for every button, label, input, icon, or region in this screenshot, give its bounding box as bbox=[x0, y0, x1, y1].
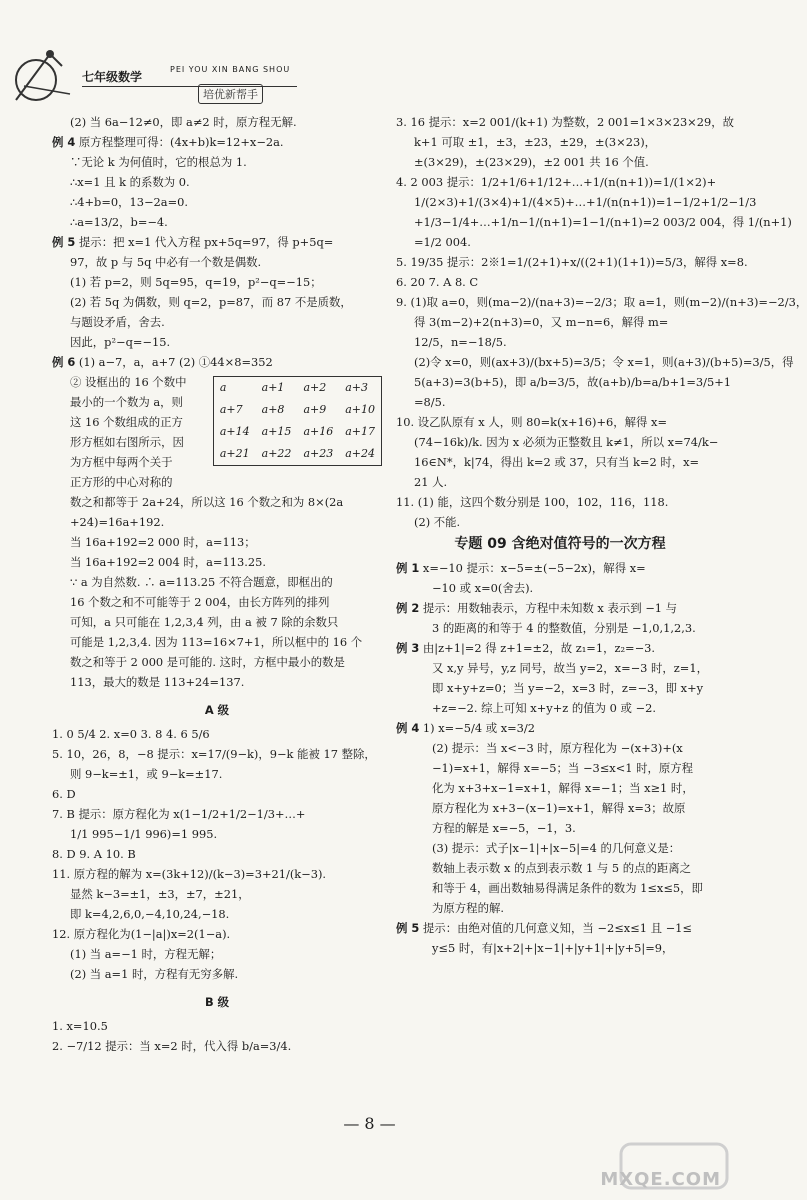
text-line bbox=[52, 844, 382, 864]
grid-cell: a+10 bbox=[345, 403, 375, 416]
example-label: 例 2 bbox=[396, 601, 420, 615]
line-text: 为方框中每两个关于 bbox=[70, 455, 173, 469]
line-text: ∴x=1 且 k 的系数为 0. bbox=[70, 175, 190, 189]
line-text: 1/(2×3)+1/(3×4)+1/(4×5)+…+1/(n(n+1))=1−1/2+1/2−1/3 bbox=[414, 195, 757, 209]
example-label: 例 6 bbox=[52, 355, 76, 369]
text-line bbox=[396, 332, 724, 352]
line-text: 可能是 1,2,3,4. 因为 113=16×7+1，所以框中的 16 个 bbox=[70, 635, 363, 649]
line-text: ∴4+b=0，13−2a=0. bbox=[70, 195, 188, 209]
text-line bbox=[396, 232, 724, 252]
brand-name: 培优新帮手 bbox=[198, 84, 263, 104]
grid-cell: a+8 bbox=[261, 403, 285, 416]
example-label: 例 3 bbox=[396, 641, 420, 655]
line-text: 显然 k−3=±1，±3，±7，±21， bbox=[70, 887, 250, 901]
line-text: 8. D 9. A 10. B bbox=[52, 847, 136, 861]
line-text: 即 k=4,2,6,0,−4,10,24,−18. bbox=[70, 907, 230, 921]
text-line bbox=[52, 492, 382, 512]
line-text: (1) a−7，a，a+7 (2) ①44×8=352 bbox=[75, 355, 273, 369]
text-line bbox=[396, 938, 724, 958]
watermark-text: MXQE.COM bbox=[600, 1169, 721, 1190]
text-line bbox=[52, 532, 382, 552]
text-line bbox=[52, 352, 382, 372]
grid-cell: a bbox=[219, 381, 227, 394]
text-line bbox=[52, 804, 382, 824]
text-line bbox=[396, 558, 724, 578]
line-text: 当 16a+192=2 004 时，a=113.25. bbox=[70, 555, 266, 569]
line-text: 因此，p²−q=−15. bbox=[70, 335, 171, 349]
line-text: +1/3−1/4+…+1/n−1/(n+1)=1−1/(n+1)=2 003/2 004，得 1/(n+1) bbox=[414, 215, 792, 229]
level-heading: B 级 bbox=[204, 995, 230, 1009]
text-line bbox=[396, 272, 724, 292]
line-text: 10. 设乙队原有 x 人，则 80=k(x+16)+6，解得 x= bbox=[396, 415, 667, 429]
grid-cell: a+9 bbox=[303, 403, 327, 416]
level-heading: A 级 bbox=[204, 703, 230, 717]
text-line bbox=[396, 132, 724, 152]
grid-cell: a+23 bbox=[303, 447, 334, 460]
line-text: 可知，a 只可能在 1,2,3,4 列，由 a 被 7 除的余数只 bbox=[70, 615, 339, 629]
text-line bbox=[396, 598, 724, 618]
line-text: k+1 可取 ±1，±3，±23，±29，±(3×23)， bbox=[414, 135, 657, 149]
text-line bbox=[52, 764, 382, 784]
line-text: (2)令 x=0，则(ax+3)/(bx+5)=3/5；令 x=1，则(a+3)/(b+5)=3/5，得 bbox=[414, 355, 794, 369]
grid-cell: a+2 bbox=[303, 381, 327, 394]
text-line bbox=[396, 292, 807, 312]
line-text: 12. 原方程化为(1−|a|)x=2(1−a). bbox=[52, 927, 231, 941]
line-text: 则 9−k=±1，或 9−k=±17. bbox=[70, 767, 223, 781]
line-text: 又 x,y 异号，y,z 同号，故当 y=2，x=−3 时，z=1， bbox=[432, 661, 708, 675]
example-label: 例 5 bbox=[396, 921, 420, 935]
line-text: 6. 20 7. A 8. C bbox=[396, 275, 479, 289]
line-text: 16∈N*，k|74，得出 k=2 或 37，只有当 k=2 时，x= bbox=[414, 455, 700, 469]
text-line bbox=[52, 672, 382, 692]
text-line bbox=[396, 472, 724, 492]
text-line bbox=[396, 152, 724, 172]
line-text: 提示：把 x=1 代入方程 px+5q=97，得 p+5q= bbox=[75, 235, 334, 249]
text-line bbox=[396, 352, 794, 372]
line-text: (1) 若 p=2，则 5q=95，q=19，p²−q=−15； bbox=[70, 275, 322, 289]
text-line bbox=[52, 744, 382, 764]
line-text: 即 x+y+z=0；当 y=−2，x=3 时，z=−3，即 x+y bbox=[432, 681, 704, 695]
text-line bbox=[396, 878, 724, 898]
line-text: 1/1 995−1/1 996)=1 995. bbox=[70, 827, 218, 841]
text-line bbox=[396, 252, 748, 272]
line-text: (2) 当 6a−12≠0，即 a≠2 时，原方程无解. bbox=[70, 115, 297, 129]
line-text: 数之和都等于 2a+24，所以这 16 个数之和为 8×(2a bbox=[70, 495, 344, 509]
text-line bbox=[396, 738, 724, 758]
text-line bbox=[52, 724, 382, 744]
line-text: 9. (1)取 a=0，则(ma−2)/(na+3)=−2/3；取 a=1，则(m−2)/(n+3)=−2/3， bbox=[396, 295, 807, 309]
line-text: 和等于 4，画出数轴易得满足条件的数为 1≤x≤5，即 bbox=[432, 881, 703, 895]
text-line bbox=[396, 432, 724, 452]
line-text: 由|z+1|=2 得 z+1=±2，故 z₁=1，z₂=−3. bbox=[419, 641, 656, 655]
text-line bbox=[396, 212, 792, 232]
line-text: 数之和等于 2 000 是可能的. 这时，方框中最小的数是 bbox=[70, 655, 345, 669]
page-header bbox=[10, 46, 310, 108]
text-line bbox=[396, 172, 724, 192]
line-text: −10 或 x=0(舍去). bbox=[432, 581, 534, 595]
line-text: 3 的距离的和等于 4 的整数值，分别是 −1,0,1,2,3. bbox=[432, 621, 696, 635]
text-line bbox=[396, 312, 724, 332]
line-text: 当 16a+192=2 000 时，a=113； bbox=[70, 535, 256, 549]
text-line bbox=[52, 512, 382, 532]
line-text: −1)=x+1，解得 x=−5；当 −3≤x<1 时，原方程 bbox=[432, 761, 694, 775]
line-text: ∵ a 为自然数. ∴ a=113.25 不符合题意，即框出的 bbox=[70, 575, 333, 589]
text-line bbox=[52, 612, 382, 632]
text-line bbox=[396, 452, 724, 472]
text-line bbox=[52, 824, 382, 844]
line-text: 4. 2 003 提示：1/2+1/6+1/12+…+1/(n(n+1))=1/(1×2)+ bbox=[396, 175, 717, 189]
line-text: 5. 10，26，8，−8 提示：x=17/(9−k)，9−k 能被 17 整除， bbox=[52, 747, 376, 761]
text-line bbox=[396, 658, 724, 678]
line-text: 原方程化为 x+3−(x−1)=x+1，解得 x=3；故原 bbox=[432, 801, 686, 815]
grid-cell: a+22 bbox=[261, 447, 292, 460]
line-text: 最小的一个数为 a，则 bbox=[70, 395, 183, 409]
number-grid bbox=[213, 376, 382, 466]
text-line bbox=[52, 312, 382, 332]
text-line bbox=[396, 718, 724, 738]
text-line bbox=[52, 472, 382, 492]
grid-cell: a+17 bbox=[345, 425, 375, 438]
line-text: 1. x=10.5 bbox=[52, 1019, 108, 1033]
grid-cell: a+24 bbox=[345, 447, 375, 460]
text-line bbox=[52, 172, 382, 192]
example-label: 例 4 bbox=[396, 721, 420, 735]
line-text: ±(3×29)，±(23×29)，±2 001 共 16 个值. bbox=[414, 155, 649, 169]
text-line bbox=[52, 904, 382, 924]
line-text: 16 个数之和不可能等于 2 004，由长方阵列的排列 bbox=[70, 595, 330, 609]
section-title: 专题 09 含绝对值符号的一次方程 bbox=[454, 536, 666, 552]
line-text: 为原方程的解. bbox=[432, 901, 504, 915]
left-column bbox=[52, 112, 382, 1056]
text-line bbox=[52, 864, 382, 884]
text-line bbox=[52, 332, 382, 352]
line-text: ② 设框出的 16 个数中 bbox=[70, 375, 187, 389]
grade-title: 七年级数学 bbox=[82, 70, 143, 84]
text-line bbox=[52, 212, 382, 232]
line-text: +24)=16a+192. bbox=[70, 515, 165, 529]
text-line bbox=[52, 944, 382, 964]
text-line bbox=[396, 918, 724, 938]
page-number: — 8 — bbox=[343, 1114, 396, 1133]
text-line bbox=[396, 112, 735, 132]
text-line bbox=[52, 924, 382, 944]
line-text: 21 人. bbox=[414, 475, 448, 489]
grid-cell: a+21 bbox=[219, 447, 250, 460]
text-line bbox=[396, 492, 724, 512]
text-line bbox=[52, 592, 382, 612]
text-line bbox=[396, 838, 724, 858]
text-line bbox=[52, 232, 382, 252]
text-line bbox=[396, 818, 724, 838]
text-line bbox=[52, 632, 382, 652]
line-text: 2. −7/12 提示：当 x=2 时，代入得 b/a=3/4. bbox=[52, 1039, 292, 1053]
logo-icon bbox=[10, 46, 88, 106]
text-line bbox=[396, 898, 724, 918]
text-line bbox=[396, 392, 724, 412]
grid-cell: a+16 bbox=[303, 425, 334, 438]
line-text: 与题设矛盾，舍去. bbox=[70, 315, 165, 329]
line-text: 11. (1) 能，这四个数分别是 100，102，116，118. bbox=[396, 495, 669, 509]
line-text: 数轴上表示数 x 的点到表示数 1 与 5 的点的距离之 bbox=[432, 861, 692, 875]
line-text: (2) 当 a=1 时，方程有无穷多解. bbox=[70, 967, 239, 981]
text-line bbox=[396, 758, 724, 778]
line-text: ∴a=13/2，b=−4. bbox=[70, 215, 168, 229]
line-text: 得 3(m−2)+2(n+3)=0，又 m−n=6，解得 m= bbox=[414, 315, 669, 329]
line-text: 6. D bbox=[52, 787, 76, 801]
brand-pinyin: PEI YOU XIN BANG SHOU bbox=[170, 65, 291, 74]
grid-cell: a+14 bbox=[219, 425, 250, 438]
text-line bbox=[52, 552, 382, 572]
text-line bbox=[396, 778, 724, 798]
text-line bbox=[52, 784, 382, 804]
text-line bbox=[52, 152, 382, 172]
line-text: 1. 0 5/4 2. x=0 3. 8 4. 6 5/6 bbox=[52, 727, 210, 741]
line-text: (2) 若 5q 为偶数，则 q=2，p=87，而 87 不是质数， bbox=[70, 295, 352, 309]
line-text: 11. 原方程的解为 x=(3k+12)/(k−3)=3+21/(k−3). bbox=[52, 867, 327, 881]
line-text: 这 16 个数组成的正方 bbox=[70, 415, 183, 429]
text-line bbox=[396, 638, 724, 658]
text-line bbox=[52, 1036, 382, 1056]
text-line bbox=[396, 678, 724, 698]
line-text: 97，故 p 与 5q 中必有一个数是偶数. bbox=[70, 255, 262, 269]
text-line bbox=[52, 192, 382, 212]
text-line bbox=[52, 572, 382, 592]
line-text: (74−16k)/k. 因为 x 必须为正整数且 k≠1，所以 x=74/k− bbox=[414, 435, 719, 449]
line-text: 5. 19/35 提示：2※1=1/(2+1)+x/((2+1)(1+1))=5/3，解得 x=8. bbox=[396, 255, 748, 269]
line-text: (2) 提示：当 x<−3 时，原方程化为 −(x+3)+(x bbox=[432, 741, 683, 755]
line-text: 提示：用数轴表示，方程中未知数 x 表示到 −1 与 bbox=[419, 601, 678, 615]
line-text: 化为 x+3+x−1=x+1，解得 x=−1；当 x≥1 时， bbox=[432, 781, 694, 795]
line-text: 形方框如右图所示，因 bbox=[70, 435, 184, 449]
grid-cell: a+7 bbox=[219, 403, 243, 416]
text-line bbox=[52, 964, 382, 984]
line-text: =8/5. bbox=[414, 395, 446, 409]
text-line bbox=[396, 618, 724, 638]
text-line bbox=[52, 252, 382, 272]
line-text: 1) x=−5/4 或 x=3/2 bbox=[419, 721, 536, 735]
line-text: (1) 当 a=−1 时，方程无解； bbox=[70, 947, 222, 961]
grid-cell: a+1 bbox=[261, 381, 285, 394]
line-text: 提示：由绝对值的几何意义知，当 −2≤x≤1 且 −1≤ bbox=[419, 921, 692, 935]
text-line bbox=[52, 1016, 382, 1036]
line-text: y≤5 时，有|x+2|+|x−1|+|y+1|+|y+5|=9， bbox=[432, 941, 674, 955]
line-text: =1/2 004. bbox=[414, 235, 471, 249]
line-text: 7. B 提示：原方程化为 x(1−1/2+1/2−1/3+…+ bbox=[52, 807, 306, 821]
header-rule bbox=[82, 86, 297, 87]
line-text: (2) 不能. bbox=[414, 515, 461, 529]
text-line bbox=[52, 112, 382, 132]
line-text: ∵无论 k 为何值时，它的根总为 1. bbox=[70, 155, 247, 169]
line-text: 方程的解是 x=−5，−1，3. bbox=[432, 821, 576, 835]
text-line bbox=[52, 292, 382, 312]
line-text: 113，最大的数是 113+24=137. bbox=[70, 675, 245, 689]
right-column bbox=[396, 112, 807, 958]
text-line bbox=[396, 578, 724, 598]
text-line bbox=[396, 372, 732, 392]
line-text: x=−10 提示：x−5=±(−5−2x)，解得 x= bbox=[419, 561, 646, 575]
line-text: 5(a+3)=3(b+5)，即 a/b=3/5，故(a+b)/b=a/b+1=3/5+1 bbox=[414, 375, 732, 389]
text-line bbox=[396, 798, 724, 818]
line-text: (3) 提示：式子|x−1|+|x−5|=4 的几何意义是： bbox=[432, 841, 681, 855]
text-line bbox=[396, 412, 724, 432]
text-line bbox=[52, 652, 382, 672]
grid-cell: a+3 bbox=[345, 381, 368, 394]
text-line bbox=[52, 132, 382, 152]
text-line bbox=[396, 512, 724, 532]
example-label: 例 1 bbox=[396, 561, 420, 575]
line-text: 原方程整理可得：(4x+b)k=12+x−2a. bbox=[75, 135, 284, 149]
text-line bbox=[396, 698, 724, 718]
text-line bbox=[52, 884, 382, 904]
line-text: 3. 16 提示：x=2 001/(k+1) 为整数，2 001=1×3×23×29，故 bbox=[396, 115, 735, 129]
example-label: 例 5 bbox=[52, 235, 76, 249]
example-label: 例 4 bbox=[52, 135, 76, 149]
grid-cell: a+15 bbox=[261, 425, 292, 438]
text-line bbox=[396, 858, 724, 878]
text-line bbox=[396, 192, 757, 212]
line-text: 正方形的中心对称的 bbox=[70, 475, 173, 489]
line-text: +z=−2. 综上可知 x+y+z 的值为 0 或 −2. bbox=[432, 701, 656, 715]
line-text: 12/5，n=−18/5. bbox=[414, 335, 507, 349]
text-line bbox=[52, 272, 382, 292]
